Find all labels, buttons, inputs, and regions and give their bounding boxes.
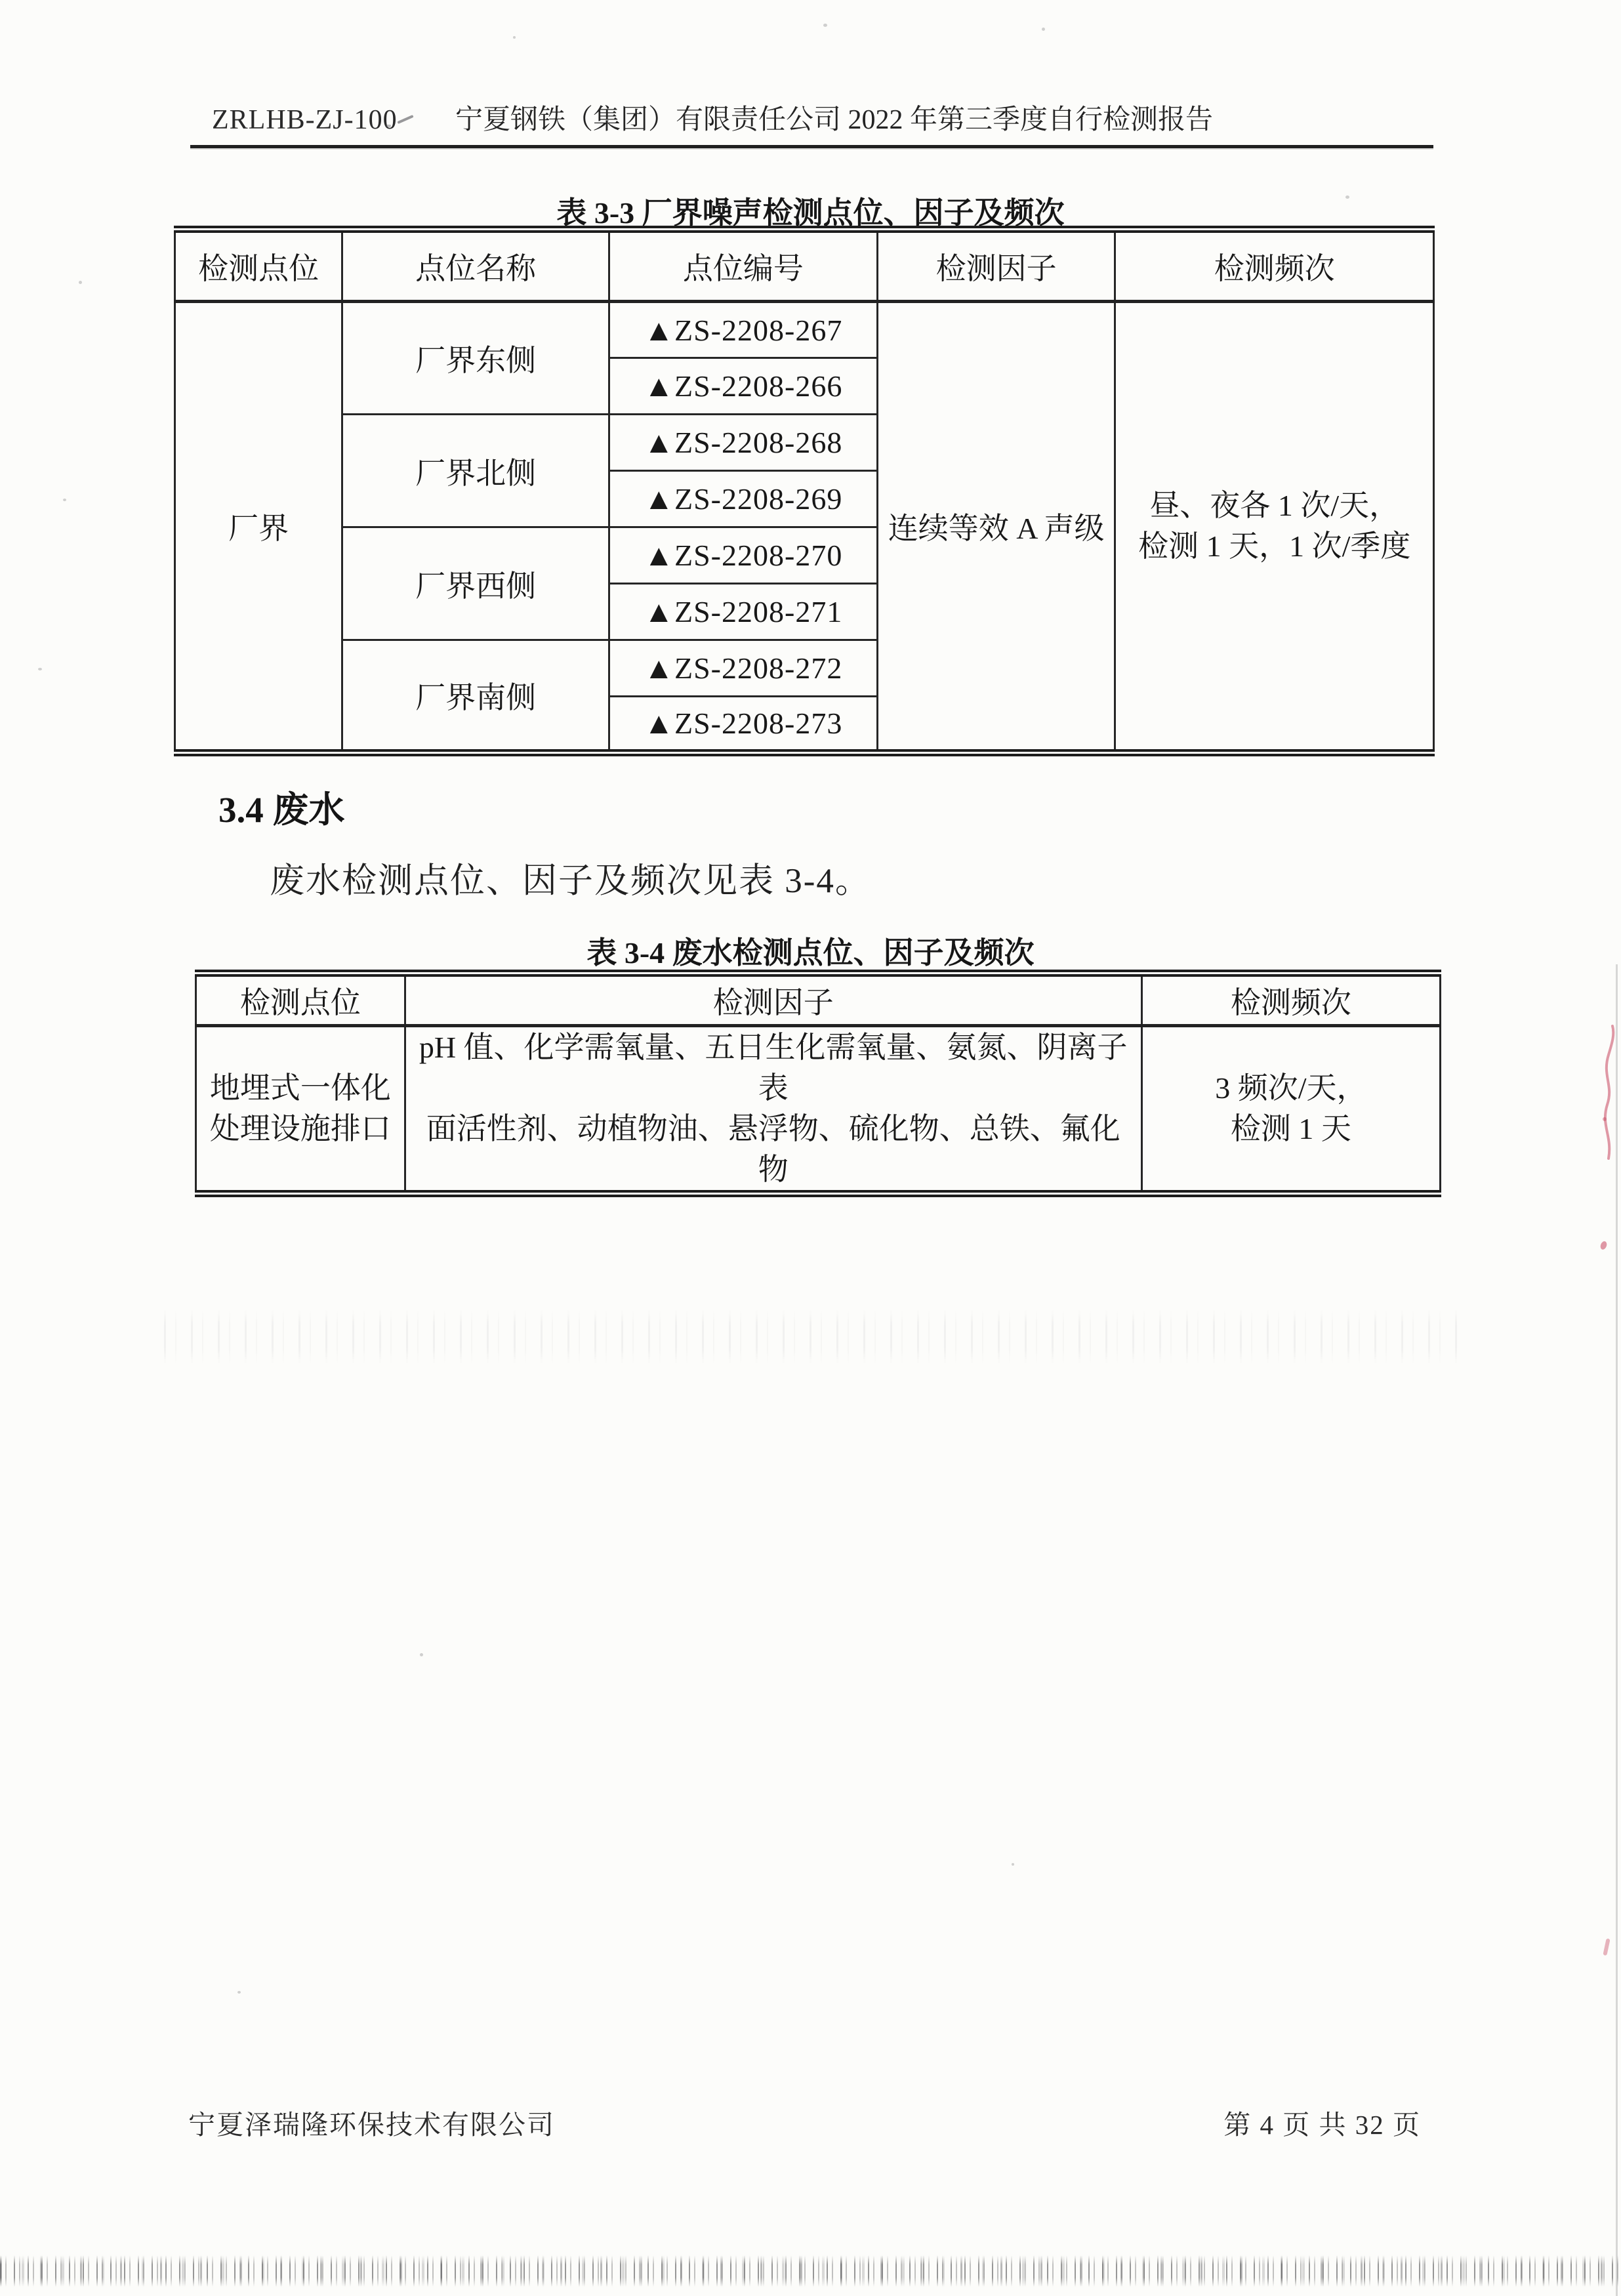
report-header-title [0, 105, 1621, 135]
point-code-cell: ▲ZS-2208-268 [609, 415, 878, 471]
header-divider-line [190, 145, 1433, 148]
scan-edge-line [1616, 964, 1618, 2296]
point-code-cell: ▲ZS-2208-267 [609, 302, 878, 358]
red-ink-dash [1603, 1938, 1610, 1956]
col-header-factor: 检测因子 [877, 230, 1115, 302]
table-row [196, 1026, 1441, 1194]
scan-speck [38, 668, 42, 670]
point-code-cell: ▲ZS-2208-271 [609, 584, 878, 640]
page-bleedthrough-band [164, 1309, 1463, 1364]
table-3-3-title: 表 3-3 厂界噪声检测点位、因子及频次 [556, 196, 1065, 230]
point-name-cell: 厂界西侧 [342, 527, 609, 640]
point-code-cell: ▲ZS-2208-266 [609, 358, 878, 415]
site-cell: 厂界 [175, 302, 342, 753]
wastewater-frequency-line-2: 检测 1 天 [1230, 1112, 1351, 1145]
frequency-line-1: 昼、夜各 1 次/天， [1149, 489, 1400, 522]
report-header-title-text: 宁夏钢铁（集团）有限责任公司 2022 年第三季度自行检测报告 [455, 105, 1213, 135]
col-header-point-code: 点位编号 [609, 230, 878, 302]
section-paragraph: 废水检测点位、因子及频次见表 3-4。 [270, 862, 871, 900]
outfall-site-line-2: 处理设施排口 [209, 1112, 391, 1145]
col-header-frequency: 检测频次 [1141, 974, 1440, 1026]
scanner-noise-band [0, 2255, 1621, 2287]
point-code-cell: ▲ZS-2208-273 [609, 697, 878, 753]
point-code-cell: ▲ZS-2208-272 [609, 640, 878, 697]
point-name-cell: 厂界南侧 [342, 640, 609, 753]
scan-speck [1012, 1863, 1014, 1866]
col-header-frequency: 检测频次 [1115, 230, 1434, 302]
table-row [175, 302, 1434, 358]
point-name-cell: 厂界东侧 [342, 302, 609, 415]
scan-speck [823, 24, 827, 27]
table-3-4-title: 表 3-4 废水检测点位、因子及频次 [586, 936, 1035, 970]
wastewater-factors-cell [405, 1026, 1141, 1194]
outfall-site-line-1: 地埋式一体化 [209, 1071, 391, 1105]
wastewater-frequency-cell [1141, 1026, 1440, 1194]
footer-company: 宁夏泽瑞隆环保技术有限公司 [188, 2110, 555, 2140]
scan-speck [237, 1991, 241, 1994]
red-ink-dot [1599, 1240, 1608, 1250]
frequency-cell [1115, 302, 1434, 753]
document-code: ZRLHB-ZJ-100 [212, 105, 398, 135]
table-row [175, 230, 1434, 302]
noise-monitoring-table [174, 226, 1435, 756]
table-row [196, 974, 1441, 1026]
col-header-site: 检测点位 [175, 230, 342, 302]
footer-page-number: 第 4 页 共 32 页 [1223, 2110, 1421, 2140]
wastewater-frequency-line-1: 3 频次/天， [1215, 1071, 1367, 1105]
scan-speck [513, 36, 516, 39]
scan-speck [1042, 28, 1045, 31]
scan-speck [1345, 195, 1349, 199]
col-header-factor: 检测因子 [405, 974, 1141, 1026]
section-heading-3-4: 3.4 废水 [218, 790, 345, 830]
wastewater-monitoring-table [195, 970, 1441, 1197]
outfall-site-cell [196, 1026, 405, 1194]
scan-speck [79, 281, 82, 284]
wastewater-factors-line-2: 面活性剂、动植物油、悬浮物、硫化物、总铁、氟化物 [426, 1112, 1120, 1186]
page-footer [188, 2103, 1421, 2142]
scan-speck [420, 1653, 423, 1656]
wastewater-factors-line-1: pH 值、化学需氧量、五日生化需氧量、氨氮、阴离子表 [419, 1031, 1128, 1105]
col-header-site: 检测点位 [196, 974, 405, 1026]
point-code-cell: ▲ZS-2208-270 [609, 527, 878, 584]
frequency-line-2: 检测 1 天，1 次/季度 [1138, 529, 1411, 563]
col-header-point-name: 点位名称 [342, 230, 609, 302]
point-code-cell: ▲ZS-2208-269 [609, 471, 878, 527]
pencil-dot-mark [386, 125, 391, 127]
scan-speck [63, 499, 66, 501]
point-name-cell: 厂界北侧 [342, 415, 609, 527]
factor-cell: 连续等效 A 声级 [877, 302, 1115, 753]
